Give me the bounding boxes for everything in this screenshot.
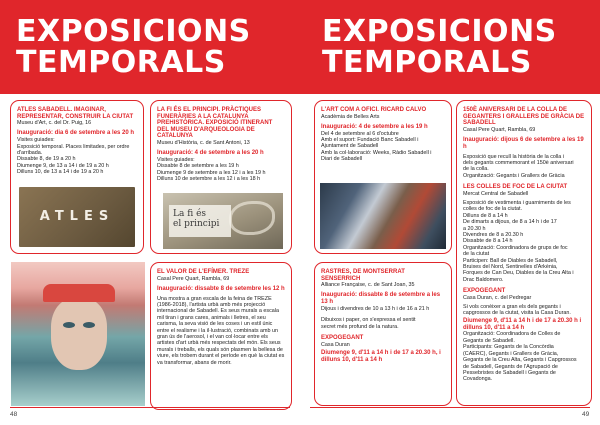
atles-book-title: ATLES bbox=[39, 209, 115, 224]
cover-text-panel bbox=[169, 205, 231, 237]
card-date: Inauguració: dia 6 de setembre a les 20 h bbox=[17, 130, 135, 137]
mural-eye bbox=[83, 322, 95, 328]
text-line: Diumenge 9, de 13 a 14 i de 19 a 20 h bbox=[17, 162, 109, 169]
text-line: Dijous i divendres de 10 a 13 h i de 16 a 21 h bbox=[321, 305, 430, 312]
text-line: secret més profund de la natura. bbox=[321, 323, 399, 330]
mural-hat bbox=[43, 284, 115, 302]
banner-title-line2: TEMPORALS bbox=[322, 45, 532, 80]
text-line: Exposició de vestimenta i guarniments de les bbox=[463, 200, 571, 206]
text-line: Drac Baldomero. bbox=[463, 276, 504, 283]
text-line: de la colla. bbox=[463, 166, 489, 173]
left-footer-line bbox=[10, 407, 290, 408]
left-page-number: 48 bbox=[10, 411, 18, 418]
card-text bbox=[17, 137, 137, 175]
section-venue: Casa Duran bbox=[321, 341, 350, 348]
card-la-fi-es-el-principi bbox=[150, 100, 292, 254]
ricard-calvo-artwork bbox=[320, 183, 446, 249]
card-venue: Casal Pere Quart, Rambla, 69 bbox=[463, 126, 536, 133]
text-line: Participants: Gegants de la Concòrdia bbox=[463, 344, 554, 351]
text-line: de Sabadell, Gegants de l'Agrupació de bbox=[463, 363, 558, 370]
text-line: dels gegants commemorant el 150è aniversari bbox=[463, 159, 574, 166]
card-rastres bbox=[314, 262, 452, 406]
card-ricard-calvo bbox=[314, 100, 452, 254]
skeleton-shape bbox=[229, 201, 275, 235]
card-venue: Casal Pere Quart, Rambla, 69 bbox=[157, 275, 230, 282]
card-title: 150È ANIVERSARI DE LA COLLA DE GEGANTERS I GRALLERS DE GRÀCIA DE SABADELL bbox=[463, 107, 585, 127]
card-text bbox=[463, 200, 585, 283]
text-line: Amb el suport: Fundació Banc Sabadell i bbox=[321, 137, 419, 143]
card-150-aniversari bbox=[456, 100, 592, 406]
text-line: Organització: Coordinadora de grups de foc bbox=[463, 244, 568, 251]
text-line: capgrossos de la ciutat, visita la Casa Duran. bbox=[463, 310, 571, 317]
text-line: Visites guiades: bbox=[157, 156, 195, 163]
card-text bbox=[463, 331, 585, 382]
cover-text-line2: el principi bbox=[173, 219, 220, 229]
text-line: Organització: Coordinadora de Colles de bbox=[463, 331, 561, 338]
text-line: (CAERC), Gegants i Grallers de Gràcia, bbox=[463, 350, 559, 357]
text-line: Dissabte 8 de setembre a les 19 h bbox=[157, 163, 239, 170]
card-title: L'ART COM A OFICI. RICARD CALVO bbox=[321, 107, 427, 113]
section-title-expogegant: EXPOGEGANT bbox=[321, 335, 364, 342]
right-page-number: 49 bbox=[582, 411, 590, 418]
mural-eye bbox=[63, 322, 75, 328]
text-line: Dibuixos i paper, on s'expressa el sentit bbox=[321, 317, 416, 324]
text-line: Dilluns 10, de 13 a 14 i de 19 a 20 h bbox=[17, 169, 104, 176]
text-line: Dissabte 8, de 19 a 20 h bbox=[17, 156, 76, 163]
section-title-colles-de-foc: LES COLLES DE FOC DE LA CIUTAT bbox=[463, 184, 568, 191]
card-venue: Museu d'Art, c. del Dr. Puig, 16 bbox=[17, 120, 92, 127]
text-line: de la ciutat bbox=[463, 251, 490, 258]
text-line: Gegants de la Creu Alta, Gegants i Capgrossos bbox=[463, 357, 577, 364]
card-venue: Acadèmia de Belles Arts bbox=[321, 113, 380, 120]
text-line: Organització: Gegants i Grallers de Gràcia bbox=[463, 172, 565, 179]
card-el-valor-de-l-efimer bbox=[150, 262, 292, 410]
card-atles-sabadell bbox=[10, 100, 144, 254]
text-line: d'arribada. bbox=[17, 150, 43, 156]
left-banner bbox=[0, 0, 300, 94]
card-text bbox=[463, 304, 585, 317]
text-line: Bruixes del Nord, Sentinelles d'Arkènia, bbox=[463, 264, 558, 271]
cover-text-line1: La fi és bbox=[173, 209, 207, 219]
text-line: Exposició temporal. Places limitades, per ordre bbox=[17, 143, 130, 150]
card-description: Una mostra a gran escala de la feina de TREZE (1986-2018), l'artista urbà amb més projecció internacional de Sabadell. Es seus murals a escala mil tiran i grans cares, animals i lletres, el seu carisma, la seva visió de les coses i un estil únic entre el realisme i la il·lustració, combinats amb un gran ús de l'aerosol, i el van col·locar entre els artistes d'art urbà més respectats del món. Els seus murals i treballs, els quals són plasmen la bellesa de viure, els trobem durant el període en què la ciutat es va transformar, abans de morir. bbox=[157, 295, 285, 366]
text-line: De dimarts a dijous, de 8 a 14 h i de 17 bbox=[463, 219, 557, 226]
text-line: Diumenge 9 de setembre a les 12 i a les 19 h bbox=[157, 169, 266, 176]
text-line: colles de foc de la ciutat. bbox=[463, 206, 523, 213]
card-venue: Alliance Française, c. de Sant Joan, 35 bbox=[321, 282, 415, 289]
left-banner-title bbox=[16, 16, 251, 78]
right-banner bbox=[300, 0, 600, 94]
section-venue: Mercat Central de Sabadell bbox=[463, 190, 529, 197]
card-date: Inauguració: dissabte 8 de setembre les 12 h bbox=[157, 285, 285, 292]
section-date: Diumenge 9, d'11 a 14 h i de 17 a 20.30 h, i dilluns 10, d'11 a 14 h bbox=[321, 350, 441, 363]
section-date: Diumenge 9, d'11 a 14 h i de 17 a 20.30 h i dilluns 10, d'11 a 14 h bbox=[463, 317, 582, 331]
right-banner-title bbox=[322, 16, 557, 78]
card-title: ATLES SABADELL. IMAGINAR, REPRESENTAR, CONSTRUIR LA CIUTAT bbox=[17, 107, 134, 120]
text-line: Dissabte de 8 a 14 h bbox=[463, 238, 513, 245]
card-text bbox=[157, 157, 285, 183]
right-footer-line bbox=[310, 407, 590, 408]
text-line: Forques de Can Deu, Diables de la Creu Alta i bbox=[463, 270, 574, 277]
text-line: Visites guiades: bbox=[17, 137, 55, 144]
text-line: Divendres de 8 a 20.30 h bbox=[463, 232, 524, 239]
text-line: Ajuntament de Sabadell bbox=[321, 143, 379, 150]
treze-mural-image bbox=[11, 262, 145, 406]
text-line: Si vols conèixer a gran els dels gegants i bbox=[463, 304, 561, 311]
la-fi-cover-image bbox=[163, 193, 283, 249]
card-date: Inauguració: 4 de setembre a les 19 h bbox=[321, 123, 428, 130]
text-line: Exposició que recull la història de la colla i bbox=[463, 153, 564, 160]
card-text bbox=[321, 306, 445, 330]
banner-title-line2: TEMPORALS bbox=[16, 45, 226, 80]
banner-title-line1: EXPOSICIONS bbox=[16, 14, 251, 49]
card-title: EL VALOR DE L'EFÍMER. TREZE bbox=[157, 269, 250, 275]
text-line: Pessebristes de Sabadell i Gegants de bbox=[463, 369, 556, 376]
card-date: Inauguració: dissabte 8 de setembre a les 13 h bbox=[321, 292, 441, 306]
card-date: Inauguració: dijous 6 de setembre a les 19 h bbox=[463, 136, 584, 150]
text-line: Covadonga. bbox=[463, 376, 493, 383]
text-line: Del 4 de setembre al 6 d'octubre bbox=[321, 130, 399, 137]
text-line: Diari de Sabadell bbox=[321, 156, 363, 163]
right-page bbox=[300, 0, 600, 425]
card-venue: Museu d'Història, c. de Sant Antoni, 13 bbox=[157, 139, 250, 146]
text-line: Dilluns de 8 a 14 h bbox=[463, 212, 508, 219]
card-text bbox=[463, 154, 585, 180]
text-line: Gegants de Sabadell. bbox=[463, 337, 515, 344]
section-title-expogegant: EXPOGEGANT bbox=[463, 288, 506, 295]
text-line: Amb la col·laboració: Weeks, Ràdio Sabadell i bbox=[321, 149, 432, 156]
atles-book-image bbox=[19, 187, 135, 247]
mural-face bbox=[51, 298, 107, 370]
card-title: LA FI ÉS EL PRINCIPI. PRÀCTIQUES FUNERÀRIES A LA CATALUNYA PREHISTÒRICA. EXPOSICIÓ ITINERANT DEL MUSEU D'ARQUEOLOGIA DE CATALUNYA bbox=[157, 107, 273, 140]
banner-title-line1: EXPOSICIONS bbox=[322, 14, 557, 49]
text-line: Participen: Ball de Diables de Sabadell, bbox=[463, 257, 558, 264]
text-line: Dilluns 10 de setembre a les 12 i a les 18 h bbox=[157, 176, 261, 183]
section-venue: Casa Duran, c. del Pedregar bbox=[463, 294, 532, 301]
card-date: Inauguració: 4 de setembre a les 20 h bbox=[157, 150, 264, 157]
card-text bbox=[321, 131, 445, 163]
text-line: a 20.30 h bbox=[463, 225, 486, 232]
card-title: RASTRES, DE MONTSERRAT SENSERRICH bbox=[321, 269, 405, 282]
